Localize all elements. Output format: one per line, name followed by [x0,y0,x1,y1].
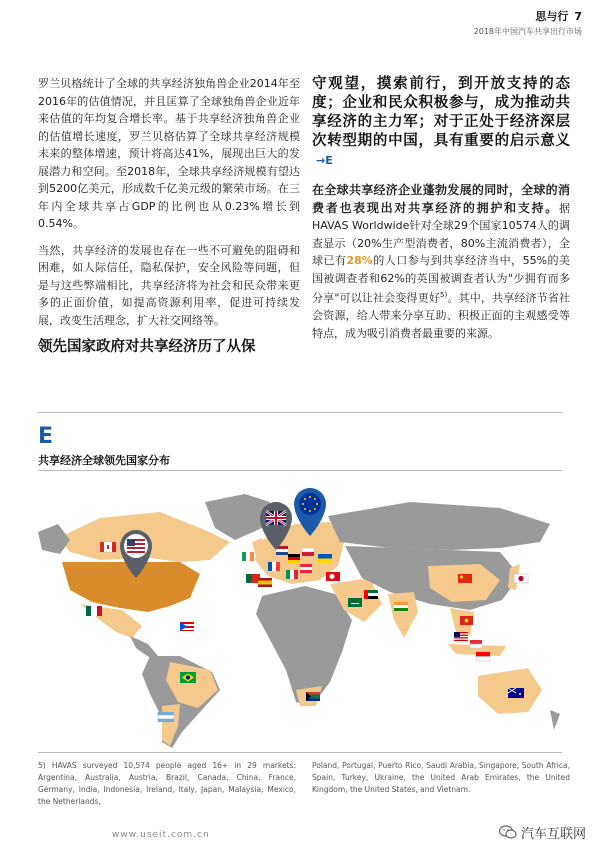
footnote-left: 5) HAVAS surveyed 10,574 people aged 16+ in 29 markets: Argentina, Australia, Austria, Brazil, Canada, China, France, Germany, India, Indonesia, Ireland, Italy, Japan, Malaysia, Mexico, the Netherlands, [38,761,296,806]
flag-argentina-icon [158,712,174,722]
flag-brazil-icon [180,672,196,683]
footnote-divider [38,752,562,753]
flag-australia-icon [508,688,524,698]
page-number: 7 [574,10,582,23]
flag-ukraine-icon [318,554,332,563]
footnote-marker: 5) [440,291,448,299]
wechat-icon [499,825,517,840]
flag-poland-icon [302,548,314,556]
arrow-right-icon: → [316,154,326,167]
header-brand [474,8,582,24]
right-paragraph-b: 的人口参与到共享经济当中，55%的美国被调查者和62%的英国被调查者认为"少拥有而多分享"可以让社会变得更好 [312,254,570,305]
wechat-account-name: 汽车互联网 [520,827,586,842]
flag-spain-icon [258,578,272,587]
india-landmass [388,592,418,638]
central-america-landmass [130,636,158,658]
argentina-landmass [162,704,180,746]
flag-singapore-icon [470,640,482,648]
flag-japan-icon [514,574,528,583]
figure-title-divider [38,470,562,471]
figure-label: E [38,424,54,449]
figure-title: 共享经济全球领先国家分布 [38,454,170,467]
flag-vietnam-icon [460,616,473,625]
header-subtitle: 2018年中国汽车共享出行市场 [473,27,582,36]
left-column [38,75,300,357]
flag-canada-icon [100,542,116,552]
wechat-watermark [499,823,586,842]
figure-reference[interactable] [316,151,333,170]
flag-mexico-icon [86,606,102,616]
right-paragraph [312,182,570,342]
right-paragraph-c: 。其中，共享经济节省社会资源，给人带来分享互助、积极正面的主观感受等特点，成为吸引消费者最重要的来源。 [312,291,570,340]
flag-italy-icon [286,570,298,579]
right-paragraph-a: 据HAVAS Worldwide针对全球29个国家10574人的调查显示（20%生产型消费者，80%主流消费者），全球已有 [312,201,570,267]
left-paragraph-2: 当然，共享经济的发展也存在一些不可避免的阻碍和困难，如人际信任，隐私保护，安全风险等问题，但是与这些弊端相比，共享经济将为社会和民众带来更多的正面价值，如提高资源利用率，促进可持续发展，改变生活理念，扩大社交网络等。 [38,243,300,327]
flag-indonesia-icon [476,652,490,661]
flag-france-icon [268,562,280,571]
section-heading-continued [312,75,570,170]
flag-malaysia-icon [454,632,468,641]
flag-ireland-icon [242,552,254,561]
new-zealand-landmass [550,710,560,730]
right-column [312,75,570,351]
flag-germany-icon [288,554,300,563]
section-divider [38,412,562,413]
flag-india-icon [394,602,408,611]
brand-name: 思与行 [535,10,569,23]
highlight-percent: 28% [346,254,373,267]
section-heading-start: 领先国家政府对共享经济历了从保 [38,339,256,355]
flag-uae-icon [364,590,378,599]
flag-puerto-rico-icon [180,622,194,631]
right-paragraph-lead: 在全球共享经济企业蓬勃发展的同时，全球的消费者也表现出对共享经济的拥护和支持。 [312,183,570,215]
world-map [30,480,575,750]
left-paragraph-1: 罗兰贝格统计了全球的共享经济独角兽企业2014年至2016年的估值情况，并且匡算了全球独角兽企业近年来估值的年均复合增长率。基于共享经济独角兽企业的估值增长速度，罗兰贝格估算了全球共享经济规模未来的整体增速，预计将高达41%，展现出巨大的发展潜力和空间。至2018年，全球共享经济规模有望达到5200亿美元，形成数千亿美元级的繁荣市场。在三年内全球共享占GDP的比例也从0.23%增长到0.54%。 [38,77,300,230]
flag-turkey-icon [326,572,340,581]
heading-text: 守观望，摸索前行，到开放支持的态度；企业和民众积极参与，成为推动共享经济的主力军；对于正处于经济深层次转型期的中国，具有重要的启示意义 [312,76,570,149]
flag-saudi-arabia-icon [348,598,362,607]
flag-china-icon [458,574,472,583]
watermark-site: www.useit.com.cn [112,830,210,840]
alaska-landmass [38,524,70,554]
figure-reference-letter: E [325,154,333,167]
africa-landmass [256,586,352,706]
footnote-right: Poland, Portugal, Puerto Rico, Saudi Arabia, Singapore, South Africa, Spain, Turkey, Ukraine, the United Arab Emirates, the United Kingdom, the United States, and Vietnam. [312,761,570,794]
flag-austria-icon [300,564,312,573]
page-header [474,8,582,37]
flag-south-africa-icon [306,692,320,701]
flag-portugal-icon [246,574,260,583]
russia-landmass [328,502,550,550]
